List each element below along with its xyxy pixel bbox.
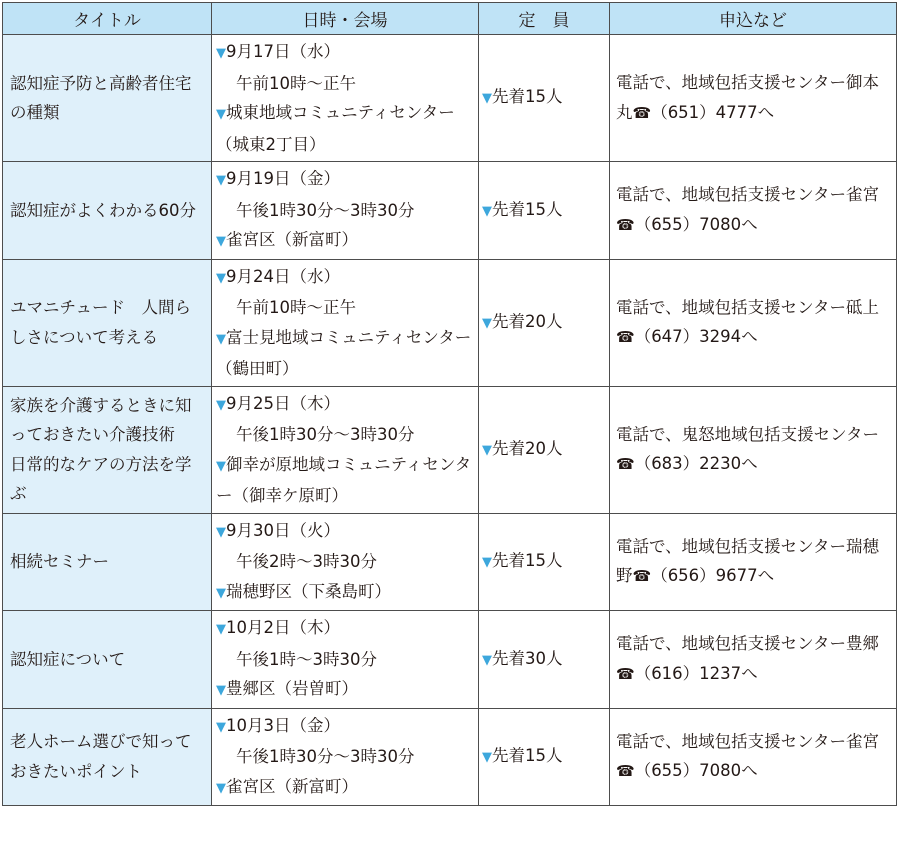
event-date: 9月24日（水） xyxy=(226,266,340,286)
event-apply-cell xyxy=(610,162,897,260)
event-time: 午後1時30分～3時30分 xyxy=(236,425,415,444)
triangle-marker-icon: ▼ xyxy=(482,750,492,765)
apply-center: 雀宮 xyxy=(846,731,880,751)
event-capacity-cell xyxy=(479,513,610,611)
apply-lead: 電話で、地域包括支援センター xyxy=(616,536,847,556)
apply-lead: 電話で、鬼怒地域包括支援センター xyxy=(616,424,880,444)
event-title: 老人ホーム選びで知っておきたいポイント xyxy=(10,732,192,781)
event-date: 9月25日（木） xyxy=(226,393,340,413)
event-venue: 城東地域コミュニティセンター（城東2丁目） xyxy=(216,103,455,154)
event-venue: 御幸が原地域コミュニティセンター（御幸ケ原町） xyxy=(216,454,472,505)
event-venue: 豊郷区（岩曽町） xyxy=(226,679,358,698)
event-title-cell xyxy=(3,708,212,806)
event-time: 午前10時～正午 xyxy=(236,73,356,93)
event-when-cell xyxy=(212,162,479,260)
apply-center: 御本丸 xyxy=(616,73,880,122)
triangle-marker-icon: ▼ xyxy=(216,683,226,698)
table-row xyxy=(3,386,897,513)
header-title: タイトル xyxy=(3,3,212,35)
event-apply-cell xyxy=(610,611,897,709)
event-capacity-cell xyxy=(479,259,610,386)
event-title-cell xyxy=(3,386,212,513)
event-date: 9月30日（火） xyxy=(226,520,340,540)
event-apply-cell xyxy=(610,386,897,513)
triangle-marker-icon: ▼ xyxy=(216,331,226,347)
phone-icon: ☎ xyxy=(616,762,635,781)
apply-lead: 電話で、地域包括支援センター xyxy=(616,73,847,92)
triangle-marker-icon: ▼ xyxy=(216,622,226,637)
table-row xyxy=(3,162,897,260)
event-time: 午後1時30分～3時30分 xyxy=(236,747,415,766)
event-venue: 富士見地域コミュニティセンター（鶴田町） xyxy=(216,327,472,378)
event-title: 認知症について xyxy=(10,649,126,669)
triangle-marker-icon: ▼ xyxy=(216,524,226,540)
event-venue: 瑞穂野区（下桑島町） xyxy=(226,581,391,601)
event-time: 午前10時～正午 xyxy=(236,298,356,317)
event-table xyxy=(2,2,897,806)
triangle-marker-icon: ▼ xyxy=(216,46,226,61)
event-capacity: 先着20人 xyxy=(492,311,563,331)
event-when-cell xyxy=(212,611,479,709)
event-title-cell xyxy=(3,162,212,260)
apply-center: 雀宮 xyxy=(846,185,880,205)
header-when: 日時・会場 xyxy=(212,3,479,35)
apply-phone: （655）7080へ xyxy=(634,214,758,234)
event-capacity: 先着20人 xyxy=(492,438,563,458)
triangle-marker-icon: ▼ xyxy=(216,173,226,188)
apply-lead: 電話で、地域包括支援センター xyxy=(616,297,847,317)
event-apply-cell xyxy=(610,513,897,611)
apply-center: 砥上 xyxy=(846,297,880,317)
event-apply-cell xyxy=(610,35,897,162)
event-date: 10月3日（金） xyxy=(226,715,340,735)
event-capacity: 先着15人 xyxy=(492,87,563,107)
event-title-cell xyxy=(3,611,212,709)
triangle-marker-icon: ▼ xyxy=(482,315,492,331)
event-title-cell xyxy=(3,35,212,162)
apply-center: 豊郷 xyxy=(846,634,880,654)
event-capacity-cell xyxy=(479,708,610,806)
apply-phone: （616）1237へ xyxy=(634,663,758,683)
triangle-marker-icon: ▼ xyxy=(482,203,492,219)
event-title: 相続セミナー xyxy=(10,552,109,571)
event-title-cell xyxy=(3,513,212,611)
triangle-marker-icon: ▼ xyxy=(482,91,492,107)
apply-phone: （656）9677へ xyxy=(651,566,775,586)
event-when-cell xyxy=(212,35,479,162)
triangle-marker-icon: ▼ xyxy=(216,397,226,413)
phone-icon: ☎ xyxy=(616,328,635,346)
event-date: 9月19日（金） xyxy=(226,169,340,188)
triangle-marker-icon: ▼ xyxy=(482,555,492,570)
event-apply-cell xyxy=(610,259,897,386)
event-date: 10月2日（木） xyxy=(226,618,340,637)
event-when-cell xyxy=(212,386,479,513)
phone-icon: ☎ xyxy=(632,103,652,122)
event-venue: 雀宮区（新富町） xyxy=(226,230,358,249)
event-apply-cell xyxy=(610,708,897,806)
event-title: ユマニチュード 人間らしさについて考える xyxy=(10,298,192,347)
triangle-marker-icon: ▼ xyxy=(482,442,492,458)
phone-icon: ☎ xyxy=(616,455,635,473)
event-time: 午後1時30分～3時30分 xyxy=(236,200,415,220)
apply-lead: 電話で、地域包括支援センター xyxy=(616,185,847,205)
triangle-marker-icon: ▼ xyxy=(216,458,226,474)
event-venue: 雀宮区（新富町） xyxy=(226,776,358,796)
event-capacity-cell xyxy=(479,35,610,162)
table-row xyxy=(3,611,897,709)
event-capacity: 先着15人 xyxy=(492,551,563,570)
event-title-cell xyxy=(3,259,212,386)
apply-lead: 電話で、地域包括支援センター xyxy=(616,731,847,751)
event-title: 家族を介護するときに知っておきたい介護技術 日常的なケアの方法を学ぶ xyxy=(10,395,192,503)
event-capacity-cell xyxy=(479,386,610,513)
apply-phone: （683）2230へ xyxy=(634,454,758,473)
triangle-marker-icon: ▼ xyxy=(216,270,226,286)
event-capacity-cell xyxy=(479,162,610,260)
event-capacity-cell xyxy=(479,611,610,709)
triangle-marker-icon: ▼ xyxy=(216,107,226,122)
event-when-cell xyxy=(212,513,479,611)
apply-center: 瑞穂野 xyxy=(616,536,880,586)
table-row xyxy=(3,513,897,611)
table-row xyxy=(3,708,897,806)
triangle-marker-icon: ▼ xyxy=(216,719,226,735)
event-capacity: 先着30人 xyxy=(492,648,563,668)
event-time: 午後2時～3時30分 xyxy=(236,552,377,571)
apply-phone: （647）3294へ xyxy=(634,327,758,346)
event-when-cell xyxy=(212,259,479,386)
apply-phone: （655）7080へ xyxy=(634,761,758,781)
event-when-cell xyxy=(212,708,479,806)
event-date: 9月17日（水） xyxy=(226,42,340,61)
phone-icon: ☎ xyxy=(632,567,652,586)
header-capacity: 定 員 xyxy=(479,3,610,35)
header-apply: 申込など xyxy=(610,3,897,35)
table-row xyxy=(3,259,897,386)
triangle-marker-icon: ▼ xyxy=(216,234,226,249)
event-title: 認知症予防と高齢者住宅の種類 xyxy=(10,73,192,122)
triangle-marker-icon: ▼ xyxy=(482,652,492,668)
triangle-marker-icon: ▼ xyxy=(216,585,226,601)
event-capacity: 先着15人 xyxy=(492,746,563,765)
apply-phone: （651）4777へ xyxy=(651,102,775,122)
phone-icon: ☎ xyxy=(616,664,635,683)
apply-lead: 電話で、地域包括支援センター xyxy=(616,634,847,654)
event-title: 認知症がよくわかる60分 xyxy=(10,200,196,220)
phone-icon: ☎ xyxy=(616,215,635,234)
table-row xyxy=(3,35,897,162)
triangle-marker-icon: ▼ xyxy=(216,780,226,796)
table-header-row xyxy=(3,3,897,35)
event-time: 午後1時～3時30分 xyxy=(236,649,377,669)
event-capacity: 先着15人 xyxy=(492,199,563,219)
